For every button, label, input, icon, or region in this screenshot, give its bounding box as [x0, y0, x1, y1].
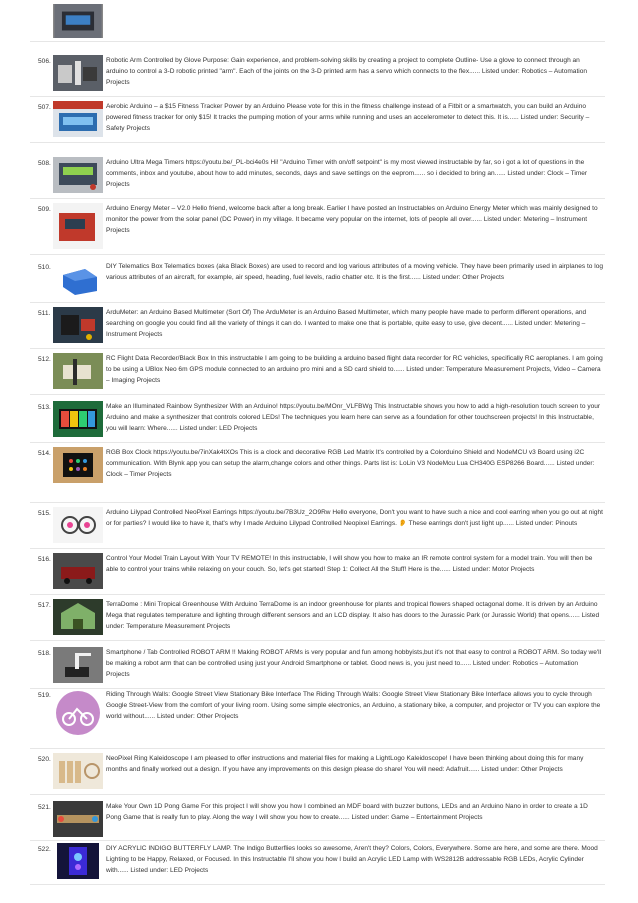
entry-description: Aerobic Arduino – a $15 Fitness Tracker Power by an Arduino Please vote for this in the fitness challenge instead of a Fitbit or a smartwatch, you can build an Arduino powered fitness tracker for only $15! It tracks the pumping motion of your arms while running and uses an accelerometer to detect this. It is...... Listed under: Security – Safety Projects — [106, 103, 590, 132]
entry-number: 519. — [38, 692, 51, 699]
entry-description: Make an Illuminated Rainbow Synthesizer With an Arduino! https://youtu.be/MOnr_VLFBWg This Instructable shows you how to add a high-resolution touch screen to your Arduino and make a synthesizer that controls colored LEDs! The techniques you learn here can serve as a foundation for other touchscreen projects! In this Instructable, you will learn: Where...... Listed under: LED Projects — [106, 403, 601, 432]
entry-number: 522. — [38, 846, 51, 853]
entry-number: 521. — [38, 804, 51, 811]
entry-number: 515. — [38, 510, 51, 517]
list-item — [30, 550, 605, 595]
entry-description: Smartphone / Tab Controlled ROBOT ARM !! Making ROBOT ARMs is very popular and fun among hobbyists,but it's not that easy to control a ROBOT ARM. So today we'll be making a robot arm that can be controlled using just your Android Smartphone or tablet. Good news is, you just need to...... Listed under: Robotics – Automation Projects — [106, 649, 602, 678]
entry-description: Make Your Own 1D Pong Game For this project I will show you how I combined an MDF board with buzzer buttons, LEDs and an Arduino Nano in order to create a 1D Pong Game that is really fun to play. Along the way I will show you how to create...... Listed under: Game – Entertainment Projects — [106, 803, 588, 821]
entry-description: DIY ACRYLIC INDIGO BUTTERFLY LAMP. The Indigo Butterflies looks so awesome, Aren't they? Colors, Colors, Everywhere. Some are here, and some are there. Mood Lighting to be Happy, Relaxed, or Focused. In this Instructable I'll show you how I build an Acrylic LED Lamp with WS2812B addressable RGB LEDs, Acrylic Cylinder with...... Listed under: LED Projects — [106, 845, 598, 874]
list-item — [30, 686, 605, 749]
project-thumbnail[interactable] — [53, 647, 103, 683]
list-item — [30, 798, 605, 841]
entry-description: RGB Box Clock https://youtu.be/7inXak4tXOs This is a clock and decorative RGB Led Matrix It's controlled by a Colorduino Shield and NodeMCU v3 Board using i2C communication. With Blynk app you can setup the alarm,change colors and other things. Parts list is: LoLin V3 NodeMcu Lua CH340G ESP8266 Board...... Listed under: Clock – Timer Projects — [106, 449, 595, 478]
list-item — [30, 98, 605, 143]
entry-number: 509. — [38, 206, 51, 213]
project-thumbnail[interactable] — [53, 307, 103, 343]
entry-description: Arduino Energy Meter – V2.0 Hello friend, welcome back after a long break. Earlier I have posted an Instructables on Arduino Energy Meter which was mainly designed to monitor the power from the solar panel (DC Power) in my village. It became very popular on the internet, lots of people all over...... Listed under: Metering – Instrument Projects — [106, 205, 598, 234]
project-thumbnail[interactable] — [53, 689, 103, 737]
list-item — [30, 52, 605, 97]
list-item — [30, 504, 605, 549]
project-thumbnail[interactable] — [53, 507, 103, 543]
list-item — [30, 444, 605, 503]
list-item — [30, 154, 605, 199]
list-item — [30, 304, 605, 349]
list-item — [30, 644, 605, 689]
entry-description: Arduino Ultra Mega Timers https://youtu.be/_PL-bci4e0s Hi! "Arduino Timer with on/off setpoint" is my most viewed instructable by far, so i got a lot of questions in the comments, inbox and youtube, about how to add minutes, seconds, days and save settings on the eeprom...... so i decided to bring an...... Listed under: Clock – Timer Projects — [106, 159, 588, 188]
list-item — [30, 398, 605, 443]
entry-number: 518. — [38, 650, 51, 657]
project-thumbnail[interactable] — [53, 753, 103, 789]
project-thumbnail[interactable] — [53, 353, 103, 389]
project-thumbnail[interactable] — [53, 447, 103, 483]
list-item — [30, 596, 605, 641]
entry-description: Arduino Lilypad Controlled NeoPixel Earrings https://youtu.be/7B3Uz_2O9Rw Hello everyone, Don't you want to have such a nice and cool earring when you go out at night or for parties? I would like to have it, that's why I made Arduino Lilypad Controlled Neopixel Earrings. 👂 These earrings don't just light up...... Listed under: Pinouts — [106, 509, 603, 527]
project-thumbnail[interactable] — [53, 101, 103, 137]
project-thumbnail[interactable] — [53, 553, 103, 589]
project-thumbnail[interactable] — [53, 261, 103, 297]
project-thumbnail[interactable] — [53, 801, 103, 837]
entry-description: Riding Through Walls: Google Street View Stationary Bike Interface The Riding Through Walls: Google Street View Stationary Bike Interface allows you to cycle through Google Street-View from the comfort of your living room. Using some simple electronics, an Arduino, a stationary bike, a computer, and projector or TV you can explore the world without...... Listed under: Other Projects — [106, 691, 601, 720]
project-thumbnail[interactable] — [53, 401, 103, 437]
list-item — [30, 0, 605, 42]
entry-number: 508. — [38, 160, 51, 167]
entry-description: NeoPixel Ring Kaleidoscope I am pleased to offer instructions and material files for making a LightLogo Kaleidoscope! I have been thinking about doing this for many months and finally worked out a design. If you have any improvements on this design please do share! You will need: Adafruit...... Listed under: Other Projects — [106, 755, 584, 773]
project-thumbnail[interactable] — [53, 55, 103, 91]
project-thumbnail[interactable] — [53, 4, 103, 38]
project-thumbnail[interactable] — [57, 843, 99, 879]
list-item — [30, 258, 605, 303]
list-item — [30, 840, 605, 885]
entry-description: Robotic Arm Controlled by Glove Purpose: Gain experience, and problem-solving skills by creating a project to complete Outline- Use a glove to connect through an arduino to control a 3-D robotic printed "arm". Each of the joints on the 3-D printed arm has a servo which connects to the flex...... Listed under: Robotics – Automation Projects — [106, 57, 588, 86]
entry-description: Control Your Model Train Layout With Your TV REMOTE! In this instructable, I will show you how to make an IR remote control system for a model train. You will then be able to control your trains while relaxing on your couch. So, let's get started! Step 1: Collect All the Stuff! Here is the...... Listed under: Motor Projects — [106, 555, 593, 573]
entry-number: 516. — [38, 556, 51, 563]
entry-description: TerraDome : Mini Tropical Greenhouse With Arduino TerraDome is an indoor greenhouse for plants and tropical flowers shaped octagonal dome. It is driven by an Arduino Mega that regulates temperature and lighting through different sensors and an LCD display. It also has doors to the Jurassic Park (or Jurassic World) that opens...... Listed under: Temperature Measurement Projects — [106, 601, 600, 630]
entry-number: 512. — [38, 356, 51, 363]
entry-number: 511. — [38, 310, 51, 317]
entry-number: 507. — [38, 104, 51, 111]
entry-number: 513. — [38, 404, 51, 411]
entry-number: 510. — [38, 264, 51, 271]
entry-description: DIY Telematics Box Telematics boxes (aka Black Boxes) are used to record and log various attributes of a moving vehicle. They have been primarily used in airplanes to log various attributes of an aircraft, for example, air speed, heading, fuel levels, radio chatter etc. It is the first...... Listed under: Other Projects — [106, 263, 603, 281]
list-item — [30, 200, 605, 255]
entry-number: 520. — [38, 756, 51, 763]
project-thumbnail[interactable] — [53, 599, 103, 635]
entry-description: ArduMeter: an Arduino Based Multimeter (Sort Of) The ArduMeter is an Arduino Based Multimeter, which many people have made to perform different operations, and searching on google you could find all the variety of things it can do. I wanted to make one that is portable, quite easy to use, give decent...... Listed under: Metering – Instrument Projects — [106, 309, 587, 338]
project-thumbnail[interactable] — [53, 157, 103, 193]
project-thumbnail[interactable] — [53, 203, 103, 249]
list-item — [30, 750, 605, 795]
entry-number: 517. — [38, 602, 51, 609]
list-item — [30, 350, 605, 395]
entry-description: RC Flight Data Recorder/Black Box In this instructable I am going to be building a arduino based flight data recorder for RC vehicles, specifically RC aeroplanes. I am going to be using a UBlox Neo 6m GPS module connected to an arduino pro mini and a SD card shield to...... Listed under: Temperature Measurement Projects, Video – Camera – Imaging Projects — [106, 355, 603, 384]
entry-number: 506. — [38, 58, 51, 65]
entry-number: 514. — [38, 450, 51, 457]
